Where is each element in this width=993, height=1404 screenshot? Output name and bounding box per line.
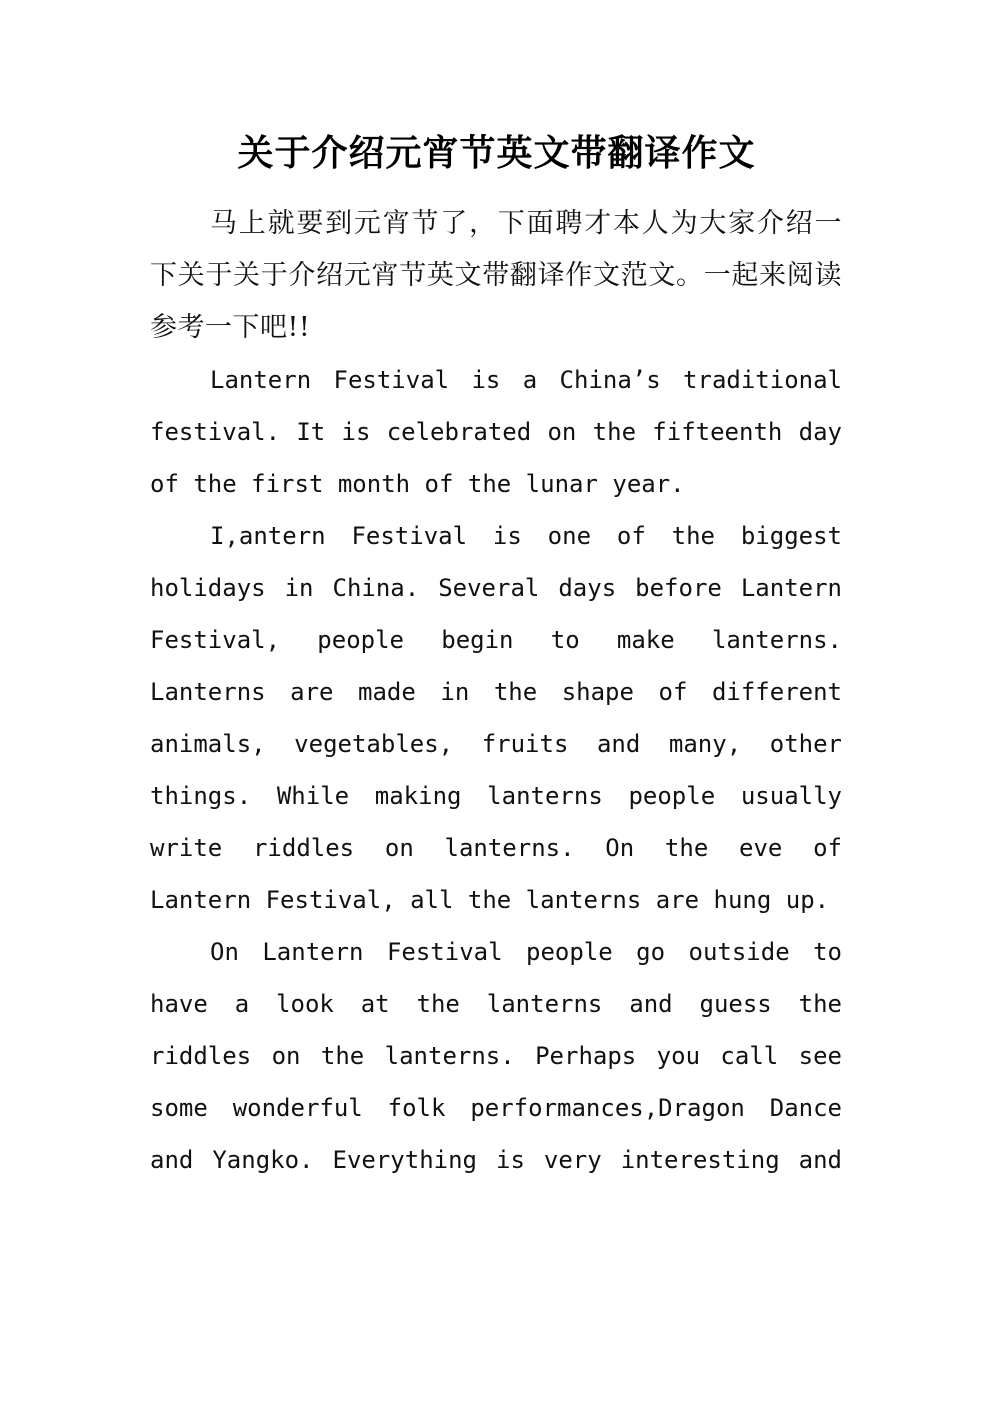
paragraph-lantern-activities: On Lantern Festival people go outside to have a look at the lanterns and guess the riddles on the lanterns. Perhaps you call see some wonderful folk performances,Dragon Dance and Yangko. Everything is very interesting and	[150, 938, 842, 1174]
paragraph-lantern-intro: Lantern Festival is a China’s traditional festival. It is celebrated on the fifteenth day of the first month of the lunar year.	[150, 366, 842, 498]
intro-paragraph: 马上就要到元宵节了，下面聘才本人为大家介绍一下关于关于介绍元宵节英文带翻译作文范文。一起来阅读参考一下吧!!	[150, 208, 842, 343]
document-title: 关于介绍元宵节英文带翻译作文	[237, 133, 756, 174]
document-body	[150, 198, 842, 1186]
paragraph-lantern-making: I,antern Festival is one of the biggest holidays in China. Several days before Lantern Festival, people begin to make lanterns. Lanterns are made in the shape of different animals, vegetables, fruits and many, other things. While making lanterns people usually write riddles on lanterns. On the eve of Lantern Festival, all the lanterns are hung up.	[150, 522, 842, 914]
